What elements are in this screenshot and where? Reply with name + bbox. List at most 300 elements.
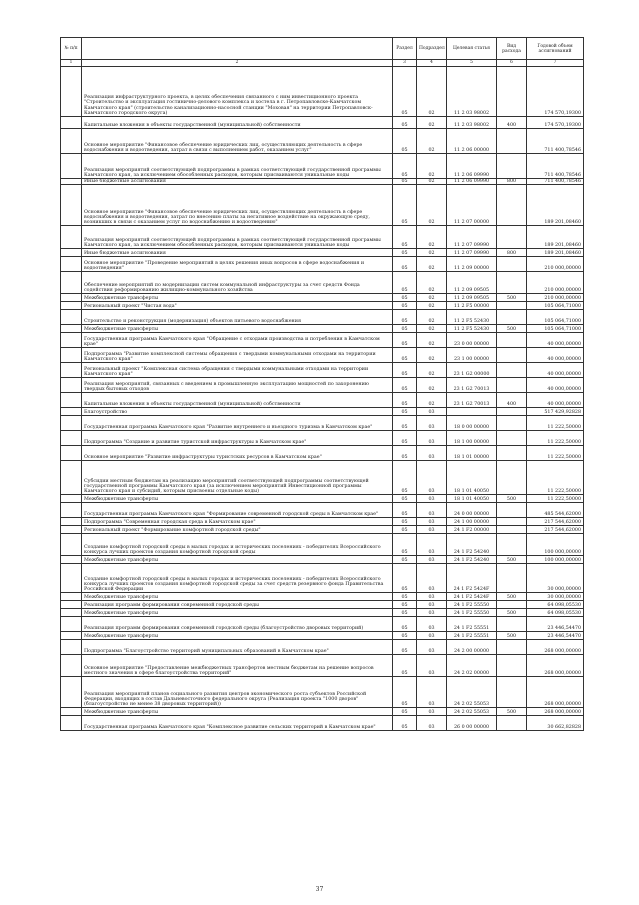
row-subsection-cell: 02 bbox=[417, 302, 447, 310]
row-name-cell: Основное мероприятие "Развитие инфраструктуры туристских ресурсов в Камчатском крае" bbox=[82, 446, 393, 461]
row-subsection-cell: 02 bbox=[417, 325, 447, 333]
row-section-cell: 05 bbox=[393, 348, 417, 363]
row-subsection-cell: 03 bbox=[417, 632, 447, 640]
table-row bbox=[61, 708, 584, 716]
row-expense-type-cell: 500 bbox=[497, 632, 527, 640]
row-expense-type-cell: 400 bbox=[497, 117, 527, 129]
row-number-cell bbox=[61, 503, 82, 518]
row-target-article-cell: 24 1 F2 5424F bbox=[447, 593, 497, 601]
table-row bbox=[61, 67, 584, 117]
row-section-cell: 05 bbox=[393, 302, 417, 310]
row-subsection-cell: 03 bbox=[417, 716, 447, 731]
row-expense-type-cell bbox=[497, 640, 527, 655]
row-number-cell bbox=[61, 556, 82, 564]
row-expense-type-cell bbox=[497, 503, 527, 518]
row-subsection-cell: 03 bbox=[417, 677, 447, 708]
row-amount-cell: 711 400,78546 bbox=[527, 154, 584, 179]
row-target-article-cell: 18 1 01 40050 bbox=[447, 495, 497, 503]
row-name-cell: Основное мероприятие "Финансовое обеспечение юридических лиц, осуществляющих деятельность в сфере водоснабжения и водоотведения, затрат в связи с выполнением работ, оказанием услуг" bbox=[82, 129, 393, 154]
row-number-cell bbox=[61, 655, 82, 677]
row-name-cell: Региональный проект "Формирование комфортной городской среды" bbox=[82, 526, 393, 534]
row-expense-type-cell bbox=[497, 67, 527, 117]
row-subsection-cell: 02 bbox=[417, 333, 447, 348]
row-subsection-cell: 02 bbox=[417, 348, 447, 363]
row-number-cell bbox=[61, 378, 82, 393]
row-number-cell bbox=[61, 333, 82, 348]
row-name-cell: Государственная программа Камчатского края "Формирование современной городской среды в Камчатском крае" bbox=[82, 503, 393, 518]
row-target-article-cell: 24 1 00 00000 bbox=[447, 518, 497, 526]
row-amount-cell: 11 222,50000 bbox=[527, 446, 584, 461]
row-amount-cell: 40 000,00000 bbox=[527, 363, 584, 378]
table-row bbox=[61, 348, 584, 363]
row-target-article-cell: 24 1 F2 55550 bbox=[447, 609, 497, 617]
row-target-article-cell: 11 2 F5 52430 bbox=[447, 325, 497, 333]
row-target-article-cell: 24 1 F2 55550 bbox=[447, 601, 497, 609]
table-row bbox=[61, 154, 584, 179]
row-section-cell: 05 bbox=[393, 564, 417, 593]
row-expense-type-cell bbox=[497, 526, 527, 534]
row-subsection-cell: 03 bbox=[417, 534, 447, 556]
row-amount-cell: 40 000,00000 bbox=[527, 333, 584, 348]
row-number-cell bbox=[61, 67, 82, 117]
row-number-cell bbox=[61, 154, 82, 179]
row-section-cell: 05 bbox=[393, 129, 417, 154]
row-section-cell: 05 bbox=[393, 416, 417, 431]
row-subsection-cell: 03 bbox=[417, 526, 447, 534]
row-section-cell: 05 bbox=[393, 640, 417, 655]
column-number: 6 bbox=[497, 60, 527, 67]
header-name bbox=[82, 38, 393, 60]
row-expense-type-cell bbox=[497, 601, 527, 609]
row-subsection-cell: 03 bbox=[417, 708, 447, 716]
row-subsection-cell: 03 bbox=[417, 408, 447, 416]
row-target-article-cell: 24 0 00 00000 bbox=[447, 503, 497, 518]
row-amount-cell: 40 000,00000 bbox=[527, 378, 584, 393]
row-number-cell bbox=[61, 526, 82, 534]
row-amount-cell: 105 064,71000 bbox=[527, 310, 584, 325]
row-target-article-cell: 24 1 F2 55551 bbox=[447, 632, 497, 640]
row-name-cell: Реализация мероприятий, связанных с введением в промышленную эксплуатацию мощностей по захоронению твердых бытовых отходов bbox=[82, 378, 393, 393]
row-target-article-cell: 18 1 01 40050 bbox=[447, 461, 497, 495]
row-subsection-cell: 03 bbox=[417, 601, 447, 609]
row-name-cell: Реализация мероприятий соответствующей подпрограммы в рамках соответствующей государственной программы Камчатского края, за исключением обособленных расходов, которым присваиваются уникальные коды bbox=[82, 154, 393, 179]
row-subsection-cell: 03 bbox=[417, 503, 447, 518]
row-section-cell: 05 bbox=[393, 495, 417, 503]
row-section-cell: 05 bbox=[393, 534, 417, 556]
row-target-article-cell: 11 2 09 09505 bbox=[447, 272, 497, 294]
row-target-article-cell: 24 1 F2 54240 bbox=[447, 534, 497, 556]
table-row bbox=[61, 431, 584, 446]
row-target-article-cell: 26 0 00 00000 bbox=[447, 716, 497, 731]
row-section-cell: 05 bbox=[393, 655, 417, 677]
row-name-cell: Межбюджетные трансферты bbox=[82, 556, 393, 564]
row-section-cell: 05 bbox=[393, 708, 417, 716]
row-number-cell bbox=[61, 226, 82, 249]
row-section-cell: 05 bbox=[393, 593, 417, 601]
row-amount-cell: 64 098,05530 bbox=[527, 609, 584, 617]
row-section-cell: 05 bbox=[393, 325, 417, 333]
row-section-cell: 05 bbox=[393, 556, 417, 564]
row-subsection-cell: 03 bbox=[417, 416, 447, 431]
row-number-cell bbox=[61, 416, 82, 431]
row-amount-cell: 11 222,50000 bbox=[527, 416, 584, 431]
row-subsection-cell: 02 bbox=[417, 393, 447, 408]
row-target-article-cell: 24 2 02 55053 bbox=[447, 677, 497, 708]
row-section-cell: 05 bbox=[393, 617, 417, 632]
row-number-cell bbox=[61, 294, 82, 302]
table-row bbox=[61, 185, 584, 226]
row-amount-cell: 174 570,19300 bbox=[527, 67, 584, 117]
row-target-article-cell: 11 2 06 00000 bbox=[447, 129, 497, 154]
row-number-cell bbox=[61, 518, 82, 526]
row-expense-type-cell bbox=[497, 617, 527, 632]
row-expense-type-cell: 500 bbox=[497, 294, 527, 302]
row-name-cell: Подпрограмма "Благоустройство территорий муниципальных образований в Камчатском крае" bbox=[82, 640, 393, 655]
row-number-cell bbox=[61, 117, 82, 129]
row-amount-cell: 100 000,00000 bbox=[527, 556, 584, 564]
column-number: 5 bbox=[447, 60, 497, 67]
row-expense-type-cell: 800 bbox=[497, 179, 527, 185]
row-number-cell bbox=[61, 446, 82, 461]
row-expense-type-cell bbox=[497, 446, 527, 461]
row-section-cell: 05 bbox=[393, 363, 417, 378]
row-amount-cell: 40 000,00000 bbox=[527, 393, 584, 408]
table-row bbox=[61, 257, 584, 272]
row-subsection-cell: 02 bbox=[417, 378, 447, 393]
row-expense-type-cell: 500 bbox=[497, 495, 527, 503]
row-expense-type-cell: 500 bbox=[497, 593, 527, 601]
table-row bbox=[61, 325, 584, 333]
row-target-article-cell: 24 2 00 00000 bbox=[447, 640, 497, 655]
row-subsection-cell: 02 bbox=[417, 129, 447, 154]
row-target-article-cell bbox=[447, 408, 497, 416]
row-target-article-cell: 11 2 07 09990 bbox=[447, 226, 497, 249]
row-target-article-cell: 23 1 G2 00000 bbox=[447, 363, 497, 378]
row-section-cell: 05 bbox=[393, 632, 417, 640]
row-subsection-cell: 03 bbox=[417, 593, 447, 601]
row-name-cell: Основное мероприятие "Проведение мероприятий в целях решения иных вопросов в сфере водоснабжения и водоотведения" bbox=[82, 257, 393, 272]
table-row bbox=[61, 677, 584, 708]
row-subsection-cell: 02 bbox=[417, 249, 447, 257]
row-subsection-cell: 03 bbox=[417, 461, 447, 495]
header-target-article: Целевая статья bbox=[447, 38, 497, 60]
row-expense-type-cell bbox=[497, 257, 527, 272]
row-target-article-cell: 24 1 F2 54240 bbox=[447, 556, 497, 564]
row-subsection-cell: 02 bbox=[417, 185, 447, 226]
row-number-cell bbox=[61, 310, 82, 325]
row-subsection-cell: 02 bbox=[417, 179, 447, 185]
row-amount-cell: 217 544,62000 bbox=[527, 526, 584, 534]
row-target-article-cell: 11 2 09 00000 bbox=[447, 257, 497, 272]
row-number-cell bbox=[61, 632, 82, 640]
column-number-row bbox=[61, 60, 584, 67]
table-row bbox=[61, 129, 584, 154]
row-section-cell: 05 bbox=[393, 677, 417, 708]
row-name-cell: Капитальные вложения в объекты государственной (муниципальной) собственности bbox=[82, 393, 393, 408]
row-expense-type-cell bbox=[497, 416, 527, 431]
page-number: 37 bbox=[315, 886, 324, 893]
row-amount-cell: 210 000,00000 bbox=[527, 272, 584, 294]
row-amount-cell: 11 222,50000 bbox=[527, 495, 584, 503]
table-row bbox=[61, 378, 584, 393]
row-name-cell: Региональный проект "Чистая вода" bbox=[82, 302, 393, 310]
row-amount-cell: 268 000,00000 bbox=[527, 677, 584, 708]
row-section-cell: 05 bbox=[393, 333, 417, 348]
row-amount-cell: 11 222,50000 bbox=[527, 461, 584, 495]
row-number-cell bbox=[61, 249, 82, 257]
row-number-cell bbox=[61, 393, 82, 408]
row-number-cell bbox=[61, 129, 82, 154]
row-section-cell: 05 bbox=[393, 249, 417, 257]
row-target-article-cell: 23 1 00 00000 bbox=[447, 348, 497, 363]
row-number-cell bbox=[61, 272, 82, 294]
row-name-cell: Реализация программ формирования современной городской среды (благоустройство дворовых территорий) bbox=[82, 617, 393, 632]
row-name-cell: Межбюджетные трансферты bbox=[82, 708, 393, 716]
header-annual-amount: Годовой объем ассигнований bbox=[527, 38, 584, 60]
table-row bbox=[61, 534, 584, 556]
row-target-article-cell: 18 1 01 00000 bbox=[447, 446, 497, 461]
row-name-cell: Региональный проект "Комплексная система обращения с твердыми коммунальными отходами на территории Камчатского края" bbox=[82, 363, 393, 378]
table-row bbox=[61, 302, 584, 310]
row-amount-cell: 64 098,05530 bbox=[527, 601, 584, 609]
row-section-cell: 05 bbox=[393, 609, 417, 617]
row-section-cell: 05 bbox=[393, 518, 417, 526]
row-number-cell bbox=[61, 495, 82, 503]
row-amount-cell: 485 544,62000 bbox=[527, 503, 584, 518]
row-expense-type-cell: 500 bbox=[497, 609, 527, 617]
row-name-cell: Межбюджетные трансферты bbox=[82, 632, 393, 640]
row-target-article-cell: 23 1 G2 70013 bbox=[447, 393, 497, 408]
row-name-cell: Создание комфортной городской среды в малых городах и исторических поселениях - победителях Всероссийского конкурса лучших проектов создания комфортной городской среды bbox=[82, 534, 393, 556]
row-amount-cell: 40 000,00000 bbox=[527, 348, 584, 363]
row-number-cell bbox=[61, 677, 82, 708]
row-target-article-cell: 11 2 06 09990 bbox=[447, 154, 497, 179]
row-name-cell: Основное мероприятие "Предоставление межбюджетных трансфертов местным бюджетам на решение вопросов местного значения в сфере благоустройства территорий" bbox=[82, 655, 393, 677]
table-body bbox=[61, 67, 584, 731]
table-row bbox=[61, 655, 584, 677]
row-expense-type-cell bbox=[497, 564, 527, 593]
table-row bbox=[61, 609, 584, 617]
row-number-cell bbox=[61, 363, 82, 378]
row-name-cell: Государственная программа Камчатского края "Обращение с отходами производства и потребления в Камчатском крае" bbox=[82, 333, 393, 348]
table-row bbox=[61, 632, 584, 640]
table-row bbox=[61, 446, 584, 461]
row-subsection-cell: 02 bbox=[417, 226, 447, 249]
row-name-cell: Реализация программ формирования современной городской среды bbox=[82, 601, 393, 609]
row-number-cell bbox=[61, 640, 82, 655]
row-name-cell: Реализация мероприятий планов социального развития центров экономического роста субъектов Российской Федерации, входящих в состав Дальневосточного федерального округа (Реализация проекта "1000 дворов" (благоустройство не менее 38 дворовых территорий)) bbox=[82, 677, 393, 708]
row-name-cell: Реализация инфраструктурного проекта, в целях обеспечения связанного с ним инвестиционного проекта "Строительство и эксплуатация гостинично-делового комплекса и хостела в г. Петропавловске-Камчатском Камчатского края" (строительство канализационно-насосной станции "Моховая" на территории Петропавловск-Камчатского городского округа) bbox=[82, 67, 393, 117]
row-section-cell: 05 bbox=[393, 393, 417, 408]
row-expense-type-cell: 500 bbox=[497, 325, 527, 333]
row-name-cell: Создание комфортной городской среды в малых городах и исторических поселениях - победителях Всероссийского конкурса лучших проектов создания комфортной городской среды за счет средств резервного фонда Правительства Российской Федерации bbox=[82, 564, 393, 593]
table-row bbox=[61, 640, 584, 655]
row-subsection-cell: 03 bbox=[417, 431, 447, 446]
table-row bbox=[61, 556, 584, 564]
row-amount-cell: 210 000,00000 bbox=[527, 257, 584, 272]
row-section-cell: 05 bbox=[393, 310, 417, 325]
row-expense-type-cell bbox=[497, 534, 527, 556]
row-number-cell bbox=[61, 609, 82, 617]
row-expense-type-cell bbox=[497, 302, 527, 310]
table-row bbox=[61, 408, 584, 416]
row-name-cell: Межбюджетные трансферты bbox=[82, 495, 393, 503]
row-number-cell bbox=[61, 348, 82, 363]
row-target-article-cell: 11 2 F5 52430 bbox=[447, 310, 497, 325]
table-row bbox=[61, 518, 584, 526]
row-number-cell bbox=[61, 257, 82, 272]
header-row bbox=[61, 38, 584, 60]
row-amount-cell: 105 064,71000 bbox=[527, 325, 584, 333]
row-target-article-cell: 11 2 03 98002 bbox=[447, 117, 497, 129]
row-target-article-cell: 11 2 03 98002 bbox=[447, 67, 497, 117]
row-section-cell: 05 bbox=[393, 461, 417, 495]
row-subsection-cell: 02 bbox=[417, 67, 447, 117]
row-subsection-cell: 03 bbox=[417, 617, 447, 632]
row-amount-cell: 711 400,78546 bbox=[527, 129, 584, 154]
table-row bbox=[61, 461, 584, 495]
row-expense-type-cell: 500 bbox=[497, 556, 527, 564]
column-number: 1 bbox=[61, 60, 82, 67]
row-name-cell: Подпрограмма "Развитие комплексной системы обращения с твердыми коммунальными отходами на территории Камчатского края" bbox=[82, 348, 393, 363]
row-section-cell: 05 bbox=[393, 226, 417, 249]
header-expense-type: Вид расхода bbox=[497, 38, 527, 60]
row-expense-type-cell bbox=[497, 363, 527, 378]
column-number: 4 bbox=[417, 60, 447, 67]
table-row bbox=[61, 333, 584, 348]
row-number-cell bbox=[61, 617, 82, 632]
row-section-cell: 05 bbox=[393, 601, 417, 609]
row-number-cell bbox=[61, 708, 82, 716]
row-target-article-cell: 18 1 00 00000 bbox=[447, 431, 497, 446]
row-number-cell bbox=[61, 564, 82, 593]
row-name-cell: Субсидии местным бюджетам на реализацию мероприятий соответствующей подпрограммы соответствующей государственной программы Камчатского края (за исключением мероприятий Инвестиционной программы Камчатского края и субсидий, которым присвоены отдельные коды) bbox=[82, 461, 393, 495]
row-target-article-cell: 24 1 F2 5424F bbox=[447, 564, 497, 593]
row-subsection-cell: 02 bbox=[417, 257, 447, 272]
row-section-cell: 05 bbox=[393, 179, 417, 185]
row-expense-type-cell bbox=[497, 677, 527, 708]
row-amount-cell: 189 201,08460 bbox=[527, 226, 584, 249]
row-name-cell: Строительство и реконструкция (модернизация) объектов питьевого водоснабжения bbox=[82, 310, 393, 325]
row-expense-type-cell bbox=[497, 655, 527, 677]
header-section: Раздел bbox=[393, 38, 417, 60]
row-name-cell: Государственная программа Камчатского края "Развитие внутреннего и въездного туризма в Камчатском крае" bbox=[82, 416, 393, 431]
row-amount-cell: 217 544,62000 bbox=[527, 518, 584, 526]
row-subsection-cell: 02 bbox=[417, 154, 447, 179]
row-amount-cell: 105 064,71000 bbox=[527, 302, 584, 310]
row-name-cell: Основное мероприятие "Финансовое обеспечение юридических лиц, осуществляющих деятельность в сфере водоснабжения и водоотведения, затрат по внесению платы за негативное воздействие на окружающую среду, возникших в связи с оказанием услуг по водоснабжению и водоотведению" bbox=[82, 185, 393, 226]
row-name-cell: Подпрограмма "Создание и развитие туристской инфраструктуры в Камчатском крае" bbox=[82, 431, 393, 446]
table-row bbox=[61, 416, 584, 431]
row-subsection-cell: 02 bbox=[417, 117, 447, 129]
row-subsection-cell: 03 bbox=[417, 556, 447, 564]
column-number: 2 bbox=[82, 60, 393, 67]
row-expense-type-cell bbox=[497, 154, 527, 179]
row-target-article-cell: 11 2 07 00000 bbox=[447, 185, 497, 226]
row-amount-cell: 268 000,00000 bbox=[527, 640, 584, 655]
row-target-article-cell: 11 2 07 09990 bbox=[447, 249, 497, 257]
column-number: 7 bbox=[527, 60, 584, 67]
row-expense-type-cell bbox=[497, 348, 527, 363]
row-number-cell bbox=[61, 716, 82, 731]
table-row bbox=[61, 310, 584, 325]
row-section-cell: 05 bbox=[393, 716, 417, 731]
row-name-cell: Межбюджетные трансферты bbox=[82, 325, 393, 333]
row-expense-type-cell bbox=[497, 431, 527, 446]
row-amount-cell: 711 400,78546 bbox=[527, 179, 584, 185]
row-section-cell: 05 bbox=[393, 257, 417, 272]
row-expense-type-cell: 500 bbox=[497, 708, 527, 716]
row-subsection-cell: 03 bbox=[417, 518, 447, 526]
row-subsection-cell: 02 bbox=[417, 272, 447, 294]
row-section-cell: 05 bbox=[393, 503, 417, 518]
row-target-article-cell: 24 2 02 00000 bbox=[447, 655, 497, 677]
row-name-cell: Межбюджетные трансферты bbox=[82, 593, 393, 601]
row-number-cell bbox=[61, 461, 82, 495]
row-name-cell: Межбюджетные трансферты bbox=[82, 294, 393, 302]
row-amount-cell: 23 446,54470 bbox=[527, 632, 584, 640]
row-expense-type-cell bbox=[497, 716, 527, 731]
row-expense-type-cell bbox=[497, 226, 527, 249]
budget-table bbox=[60, 37, 584, 731]
row-expense-type-cell bbox=[497, 461, 527, 495]
column-number: 3 bbox=[393, 60, 417, 67]
table-row bbox=[61, 716, 584, 731]
row-subsection-cell: 03 bbox=[417, 446, 447, 461]
row-name-cell: Благоустройство bbox=[82, 408, 393, 416]
row-number-cell bbox=[61, 601, 82, 609]
row-section-cell: 05 bbox=[393, 378, 417, 393]
table-row bbox=[61, 526, 584, 534]
row-section-cell: 05 bbox=[393, 117, 417, 129]
row-target-article-cell: 11 2 F5 00000 bbox=[447, 302, 497, 310]
table-row bbox=[61, 503, 584, 518]
row-target-article-cell: 24 1 F2 00000 bbox=[447, 526, 497, 534]
row-name-cell: Обеспечение мероприятий по модернизации систем коммунальной инфраструктуры за счет средств Фонда содействия реформированию жилищно-коммунального хозяйства bbox=[82, 272, 393, 294]
row-name-cell: Капитальные вложения в объекты государственной (муниципальной) собственности bbox=[82, 117, 393, 129]
budget-table-page bbox=[60, 37, 583, 731]
row-target-article-cell: 24 1 F2 55551 bbox=[447, 617, 497, 632]
table-row bbox=[61, 226, 584, 249]
row-target-article-cell: 24 2 02 55053 bbox=[447, 708, 497, 716]
row-number-cell bbox=[61, 534, 82, 556]
row-section-cell: 05 bbox=[393, 67, 417, 117]
row-amount-cell: 268 000,00000 bbox=[527, 655, 584, 677]
row-expense-type-cell bbox=[497, 272, 527, 294]
row-amount-cell: 210 000,00000 bbox=[527, 294, 584, 302]
row-subsection-cell: 02 bbox=[417, 310, 447, 325]
row-number-cell bbox=[61, 593, 82, 601]
table-row bbox=[61, 393, 584, 408]
row-target-article-cell: 11 2 09 09505 bbox=[447, 294, 497, 302]
row-subsection-cell: 03 bbox=[417, 640, 447, 655]
table-row bbox=[61, 272, 584, 294]
table-row bbox=[61, 601, 584, 609]
row-target-article-cell: 23 1 G2 70013 bbox=[447, 378, 497, 393]
row-expense-type-cell bbox=[497, 408, 527, 416]
row-amount-cell: 30 000,00000 bbox=[527, 564, 584, 593]
row-expense-type-cell bbox=[497, 129, 527, 154]
row-expense-type-cell bbox=[497, 333, 527, 348]
table-row bbox=[61, 363, 584, 378]
table-row bbox=[61, 294, 584, 302]
row-target-article-cell: 11 2 06 09990 bbox=[447, 179, 497, 185]
row-target-article-cell: 18 0 00 00000 bbox=[447, 416, 497, 431]
row-amount-cell: 517 429,92828 bbox=[527, 408, 584, 416]
row-amount-cell: 189 201,08460 bbox=[527, 249, 584, 257]
row-subsection-cell: 03 bbox=[417, 609, 447, 617]
row-number-cell bbox=[61, 431, 82, 446]
